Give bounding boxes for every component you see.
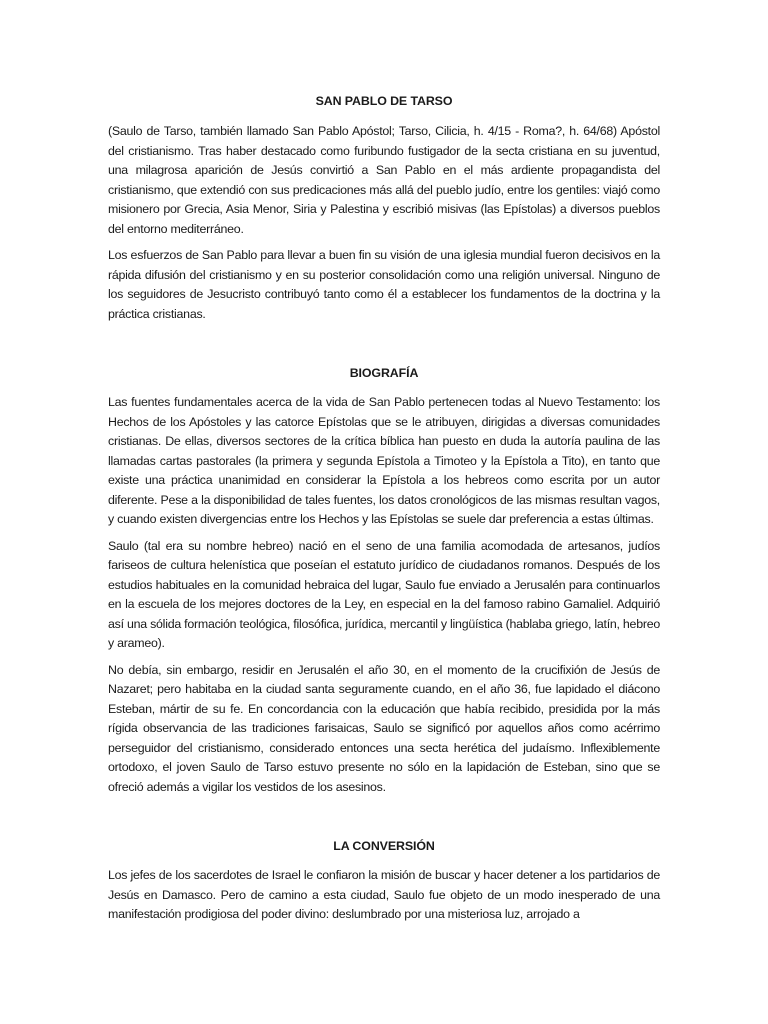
biografia-paragraph-1: Las fuentes fundamentales acerca de la vida de San Pablo pertenecen todas al Nuevo Testamento: los Hechos de los Apóstoles y las catorce Epístolas que se le atribuyen, dirigidas a diversas comunidades cristianas. De ellas, diversos sectores de la crítica bíblica han puesto en duda la autoría paulina de las llamadas cartas pastorales (la primera y segunda Epístola a Timoteo y la Epístola a Tito), en tanto que existe una práctica unanimidad en considerar la Epístola a los hebreos como escrita por un autor diferente. Pese a la disponibilidad de tales fuentes, los datos cronológicos de las mismas resultan vagos, y cuando existen divergencias entre los Hechos y las Epístolas se suele dar preferencia a estas últimas. xyxy=(108,395,660,526)
conversion-paragraph-1: Los jefes de los sacerdotes de Israel le confiaron la misión de buscar y hacer detener a los partidarios de Jesús en Damasco. Pero de camino a esta ciudad, Saulo fue objeto de un modo inesperado de una manifestación prodigiosa del poder divino: deslumbrado por una misteriosa luz, arrojado a xyxy=(108,868,660,921)
biografia-paragraph-2: Saulo (tal era su nombre hebreo) nació en el seno de una familia acomodada de artesanos, judíos fariseos de cultura helenística que poseían el estatuto jurídico de ciudadanos romanos. Después de los estudios habituales en la comunidad hebraica del lugar, Saulo fue enviado a Jerusalén para continuarlos en la escuela de los mejores doctores de la Ley, en especial en la del famoso rabino Gamaliel. Adquirió así una sólida formación teológica, filosófica, jurídica, mercantil y lingüística (hablaba griego, latín, hebreo y arameo). xyxy=(108,538,660,650)
intro-paragraph-1: (Saulo de Tarso, también llamado San Pablo Apóstol; Tarso, Cilicia, h. 4/15 - Roma?, h. 64/68) Apóstol del cristianismo. Tras haber destacado como furibundo fustigador de la secta cristiana en su juventud, una milagrosa aparición de Jesús convirtió a San Pablo en el más ardiente propagandista del cristianismo, que extendió con sus predicaciones más allá del pueblo judío, entre los gentiles: viajó como misionero por Grecia, Asia Menor, Siria y Palestina y escribió misivas (las Epístolas) a diversos pueblos del entorno mediterráneo. xyxy=(108,124,660,236)
document-body xyxy=(108,92,660,925)
document-title: SAN PABLO DE TARSO xyxy=(315,94,453,108)
intro-paragraph-2: Los esfuerzos de San Pablo para llevar a buen fin su visión de una iglesia mundial fueron decisivos en la rápida difusión del cristianismo y en su posterior consolidación como una religión universal. Ninguno de los seguidores de Jesucristo contribuyó tanto como él a establecer los fundamentos de la doctrina y la práctica cristianas. xyxy=(108,248,660,321)
biografia-heading: BIOGRAFÍA xyxy=(349,366,419,380)
conversion-heading: LA CONVERSIÓN xyxy=(333,839,435,853)
biografia-paragraph-3: No debía, sin embargo, residir en Jerusalén el año 30, en el momento de la crucifixión de Jesús de Nazaret; pero habitaba en la ciudad santa seguramente cuando, en el año 36, fue lapidado el diácono Esteban, mártir de su fe. En concordancia con la educación que había recibido, presidida por la más rígida observancia de las tradiciones farisaicas, Saulo se significó por aquellos años como acérrimo perseguidor del cristianismo, considerado entonces una secta herética del judaísmo. Inflexiblemente ortodoxo, el joven Saulo de Tarso estuvo presente no sólo en la lapidación de Esteban, sino que se ofreció además a vigilar los vestidos de los asesinos. xyxy=(108,662,660,794)
